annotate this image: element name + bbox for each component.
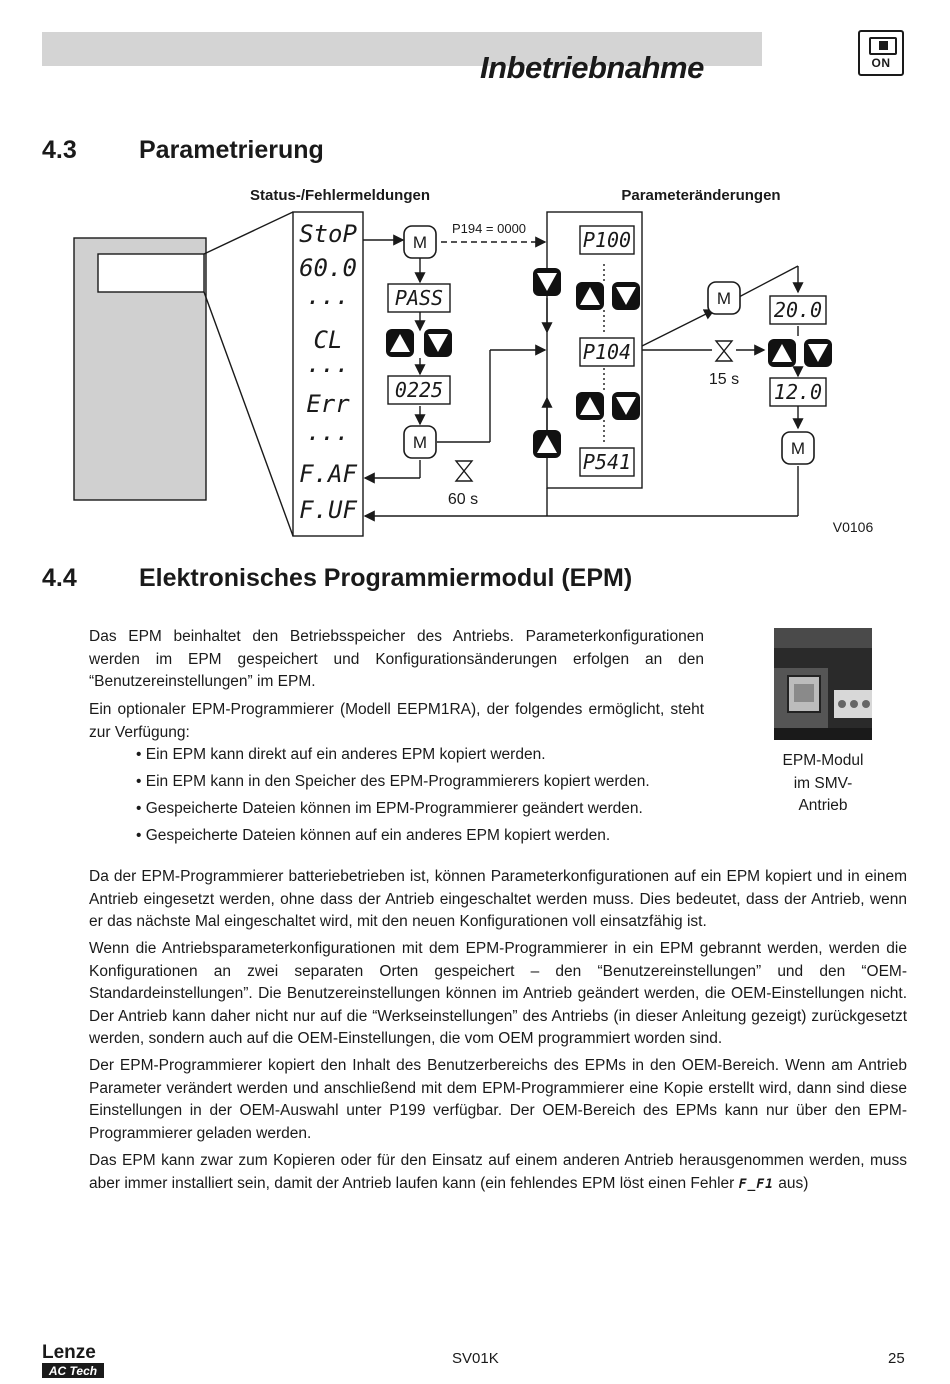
code-text: 0225 <box>394 378 444 402</box>
section-title: Parametrierung <box>139 136 324 164</box>
document-id: SV01K <box>452 1350 499 1367</box>
m-key-label: M <box>412 233 428 252</box>
caption-line: EPM-Modul <box>782 752 864 769</box>
p194-label: P194 = 0000 <box>451 221 527 236</box>
power-on-icon <box>858 30 904 76</box>
value-20-text: 20.0 <box>773 298 823 322</box>
list-item: • Gespeicherte Dateien können im EPM-Programmierer geändert werden. <box>136 795 650 822</box>
error-code: F_F1 <box>738 1176 774 1192</box>
p100-text: P100 <box>582 228 632 252</box>
status-60: 60.0 <box>299 254 357 282</box>
section-number: 4.4 <box>42 564 77 592</box>
status-stop: StoP <box>299 220 357 248</box>
p541-text: P541 <box>582 450 632 474</box>
status-faf: F.AF <box>299 460 357 488</box>
value-12-text: 12.0 <box>773 380 823 404</box>
logo-bottom: AC Tech <box>48 1364 98 1378</box>
status-err: Err <box>306 390 350 418</box>
switch-icon <box>869 37 897 55</box>
params-label: Parameteränderungen <box>621 187 781 204</box>
status-dots: ... <box>306 282 350 310</box>
drive-display-window <box>98 254 204 292</box>
body-paragraph-4: Wenn die Antriebsparameterkonfigurationen mit dem EPM-Programmierer in ein EPM gebrannt werden, werden die Konfigurationen an zwei separaten Orten gespeichert – den “Benutzereinstellungen” und den “OEM-Standardeinstellungen”. Die Benutzereinstellungen können im Antrieb geändert werden, die OEM-Einstellungen nicht. Der Antrieb kann daher nicht nur auf die “Werkseinstellungen” des Antriebs (in dieser Anleitung gezeigt) zurückgesetzt werden, sondern auch auf die OEM-Einstellungen, die vom OEM programmiert worden sind. <box>89 940 907 1047</box>
list-item: • Ein EPM kann in den Speicher des EPM-Programmierers kopiert werden. <box>136 768 650 795</box>
paragraph-text: Das EPM kann zwar zum Kopieren oder für den Einsatz auf einem anderen Antrieb herausgenommen werden, muss aber immer installiert sein, damit der Antrieb laufen kann (ein fehlendes EPM löst einen Fehler <box>89 1152 907 1192</box>
body-paragraph-5: Der EPM-Programmierer kopiert den Inhalt des Benutzerbereichs des EPMs in den OEM-Bereich. Wenn am Antrieb Parameter verändert werden und anschließend mit dem EPM-Programmierer eine Kopie erstellt wird, dann sind diese Einstellungen in der OEM-Auswahl unter P199 verfügbar. Der OEM-Bereich des EPMs kann nur über den EPM-Programmierer geladen werden. <box>89 1057 907 1142</box>
photo-caption <box>762 750 884 818</box>
intro-paragraph-1: Das EPM beinhaltet den Betriebsspeicher des Antriebs. Parameterkonfigurationen werden im EPM gespeichert und Konfigurationsänderungen erfolgen an den “Benutzereinstellungen” im EPM. <box>89 628 704 690</box>
status-cl: CL <box>313 326 343 354</box>
epm-module-photo <box>774 628 872 740</box>
pass-text: PASS <box>394 286 444 310</box>
list-item: • Ein EPM kann direkt auf ein anderes EPM kopiert werden. <box>136 741 650 768</box>
body-paragraph-3: Da der EPM-Programmierer batteriebetrieben ist, können Parameterkonfigurationen auf ein EPM kopiert und in einem Antrieb eingesetzt werden, ohne dass der Antrieb eingeschaltet werden muss. Dies bedeutet, dass der Antrieb, wenn er das nächste Mal eingeschaltet wird, mit den neuen Konfigurationen voll einsatzfähig ist. <box>89 868 907 930</box>
on-label: ON <box>871 56 891 70</box>
timer-60: 60 s <box>447 491 479 508</box>
intro-paragraph-2: Ein optionaler EPM-Programmierer (Modell EEPM1RA), der folgendes ermöglicht, steht zur Verfügung: <box>89 701 704 741</box>
section-title: Elektronisches Programmiermodul (EPM) <box>139 564 633 592</box>
m-key-label: M <box>790 439 806 458</box>
caption-line: Antrieb <box>798 797 848 814</box>
timer-15: 15 s <box>708 371 740 388</box>
p104-text: P104 <box>582 340 632 364</box>
body-paragraph-6 <box>89 1150 907 1196</box>
parameter-flow-diagram <box>0 180 950 560</box>
caption-line: im SMV- <box>793 774 853 792</box>
hourglass-icon <box>716 341 732 361</box>
chapter-title: Inbetriebnahme <box>480 50 704 85</box>
list-item: • Gespeicherte Dateien können auf ein anderes EPM kopiert werden. <box>136 822 650 849</box>
page-number: 25 <box>888 1350 905 1367</box>
feature-list <box>136 741 650 849</box>
status-label: Status-/Fehlermeldungen <box>249 187 431 204</box>
lenze-logo <box>42 1340 106 1380</box>
status-dots: ... <box>306 350 350 378</box>
m-key-label: M <box>412 433 428 452</box>
paragraph-end: aus) <box>778 1174 809 1192</box>
status-dots: ... <box>306 418 350 446</box>
figure-id: V0106 <box>832 519 874 535</box>
m-key-label: M <box>716 289 732 308</box>
hourglass-icon <box>456 461 472 481</box>
status-fuf: F.UF <box>299 496 357 524</box>
logo-top: Lenze <box>42 1342 96 1363</box>
section-number: 4.3 <box>42 136 77 164</box>
